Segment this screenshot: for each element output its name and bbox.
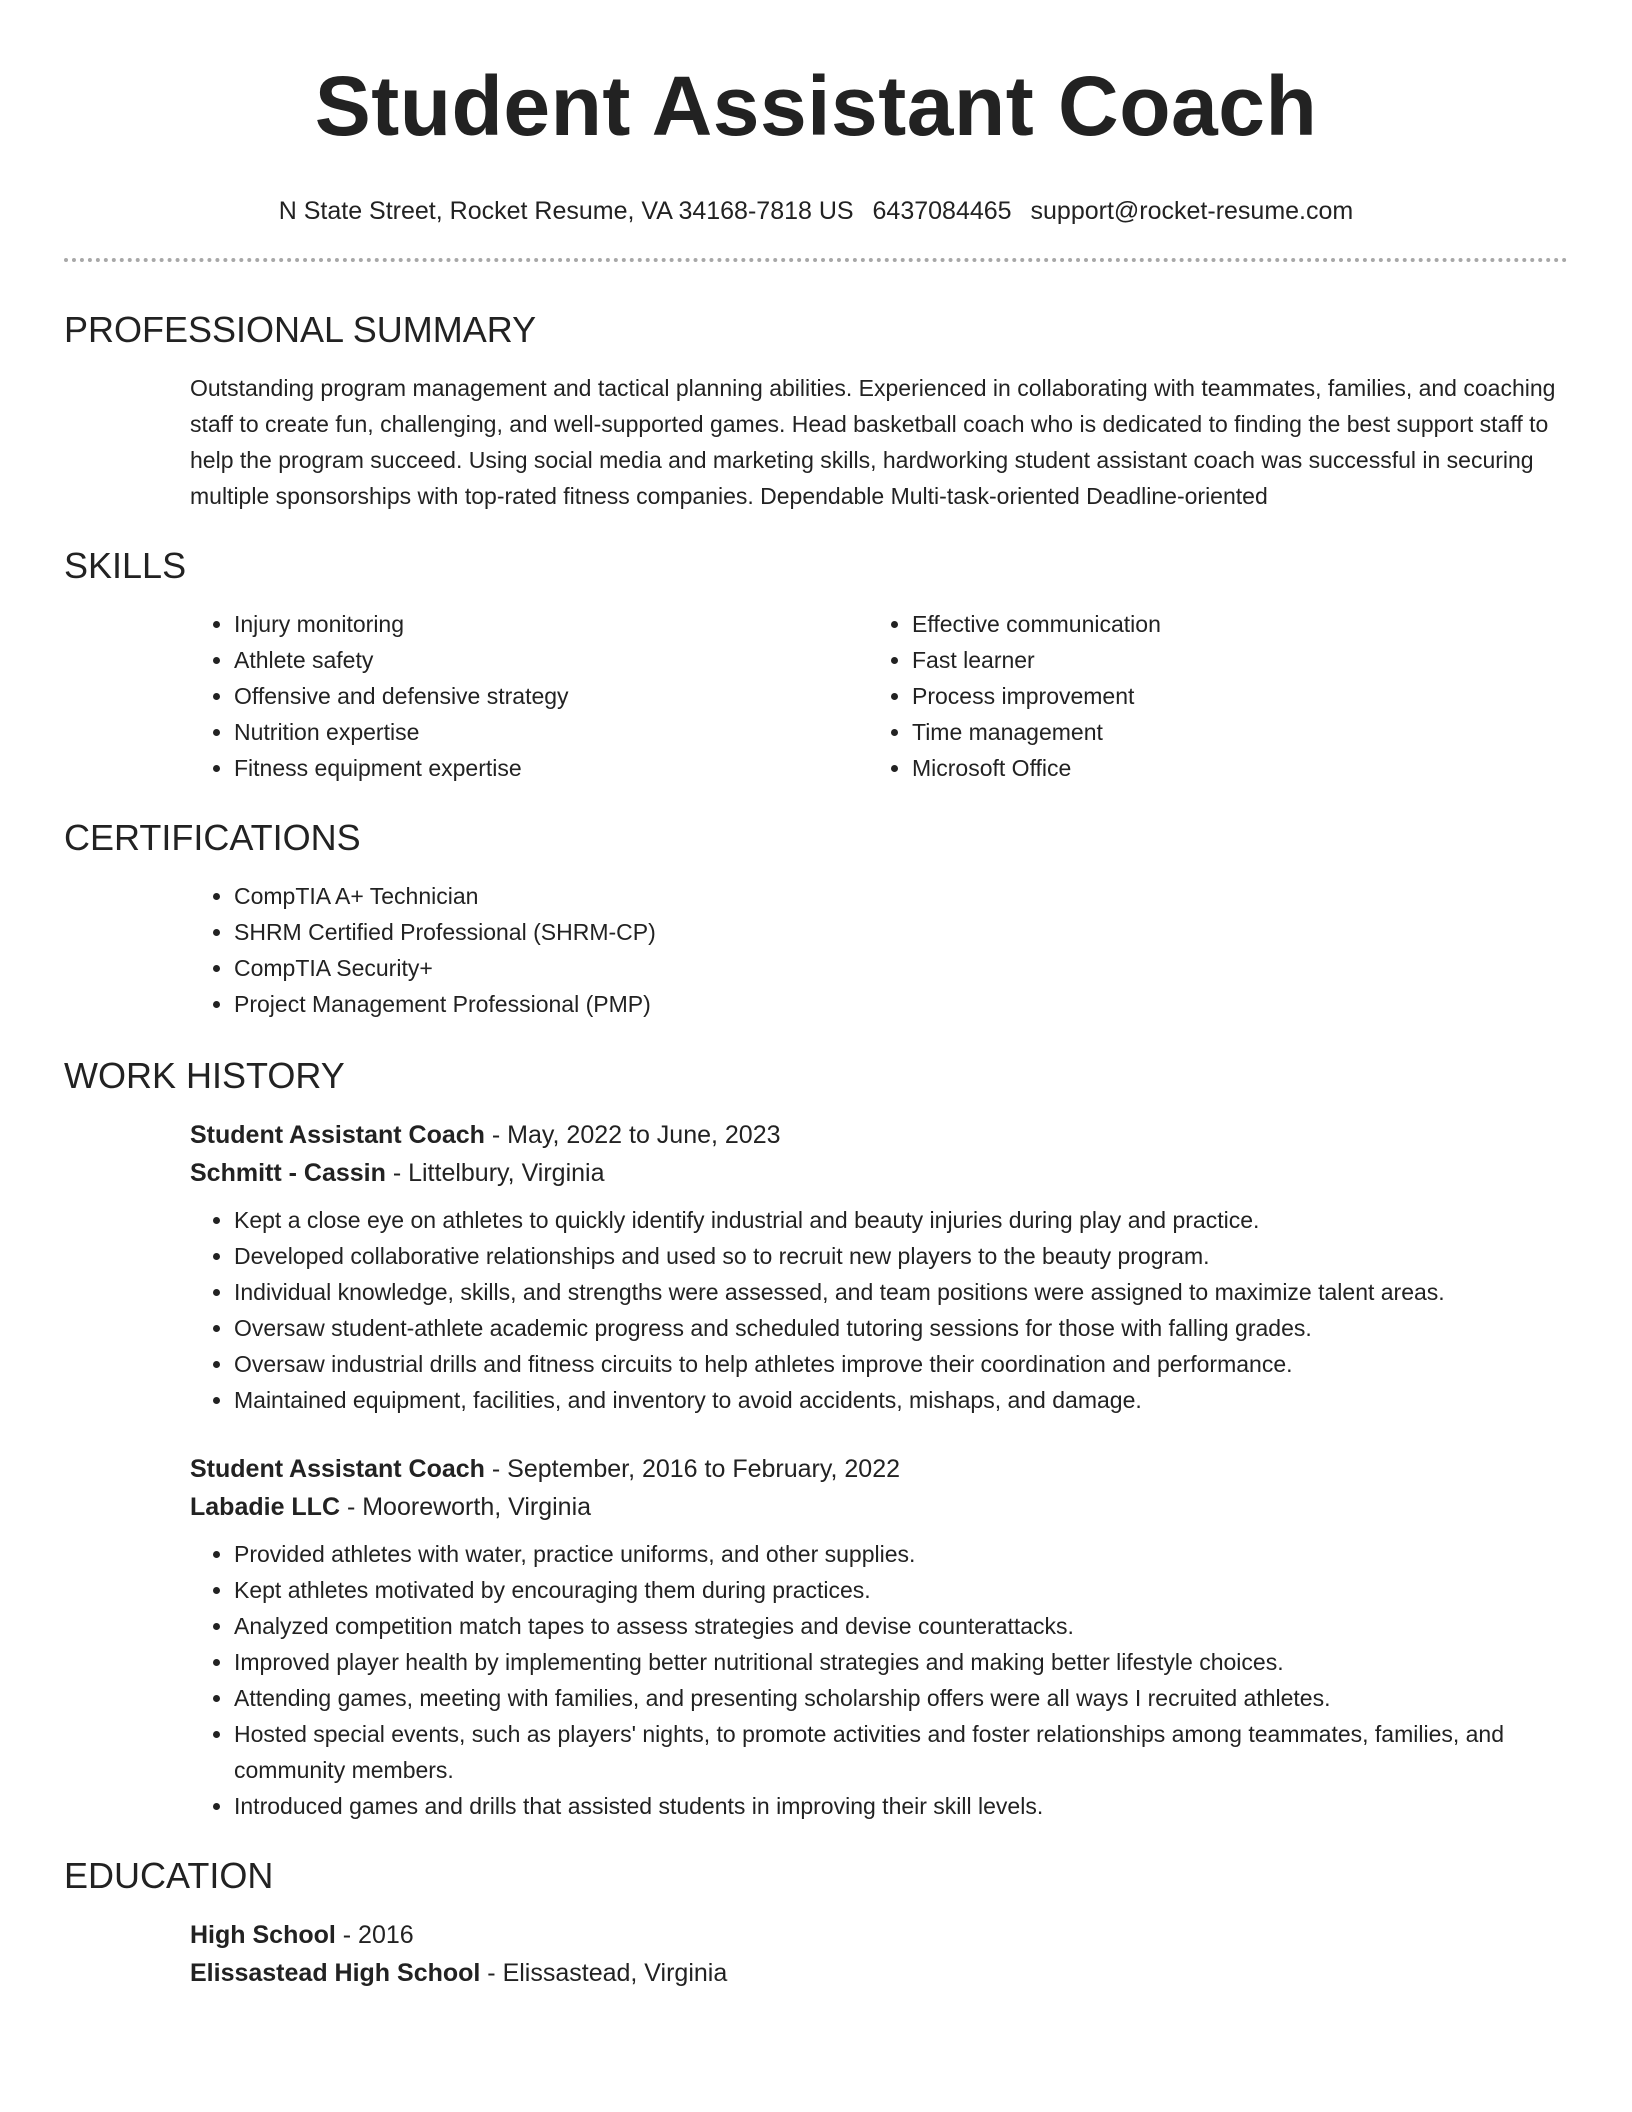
skill-item: • Effective communication	[912, 606, 1546, 642]
work-body	[190, 1116, 1568, 1824]
skill-item: • Time management	[912, 714, 1546, 750]
skills-grid	[190, 606, 1566, 786]
skills-column-right	[868, 606, 1546, 786]
skills-heading: SKILLS	[64, 545, 187, 586]
education-school: Elissastead High School	[190, 1959, 481, 1987]
contact-phone: 6437084465	[872, 197, 1012, 225]
job-bullet: • Hosted special events, such as players' nights, to promote activities and foster relationships among teammates, families, and community members.	[234, 1716, 1568, 1788]
certification-item: • SHRM Certified Professional (SHRM-CP)	[234, 914, 1568, 950]
education-body	[190, 1916, 1568, 1992]
education-heading: EDUCATION	[64, 1855, 274, 1896]
job-entry	[190, 1450, 1568, 1824]
work-heading: WORK HISTORY	[64, 1055, 345, 1096]
education-degree-line	[190, 1916, 1568, 1954]
header-divider	[64, 258, 1568, 262]
education-degree: High School	[190, 1921, 336, 1949]
contact-line	[64, 194, 1568, 228]
skills-list-right	[868, 606, 1546, 786]
skills-body	[190, 606, 1568, 786]
certification-item: • CompTIA Security+	[234, 950, 1568, 986]
job-bullet: • Provided athletes with water, practice uniforms, and other supplies.	[234, 1536, 1568, 1572]
work-section	[64, 1054, 1568, 1824]
candidate-name: Student Assistant Coach	[314, 59, 1318, 153]
contact-address: N State Street, Rocket Resume, VA 34168-7818 US	[278, 197, 854, 225]
certifications-section	[64, 816, 1568, 1022]
education-school-line	[190, 1954, 1568, 1992]
job-title-line	[190, 1450, 1568, 1488]
skill-item: • Microsoft Office	[912, 750, 1546, 786]
skill-item: • Process improvement	[912, 678, 1546, 714]
job-dates: - September, 2016 to February, 2022	[484, 1455, 901, 1483]
education-year: - 2016	[335, 1921, 414, 1949]
job-company-line	[190, 1488, 1568, 1526]
certification-item: • CompTIA A+ Technician	[234, 878, 1568, 914]
job-bullet: • Kept athletes motivated by encouraging them during practices.	[234, 1572, 1568, 1608]
job-dates: - May, 2022 to June, 2023	[484, 1121, 781, 1149]
skill-item: • Fast learner	[912, 642, 1546, 678]
contact-email: support@rocket-resume.com	[1030, 197, 1354, 225]
education-section	[64, 1854, 1568, 1992]
skill-item: • Nutrition expertise	[234, 714, 868, 750]
skill-item: • Offensive and defensive strategy	[234, 678, 868, 714]
job-role: Student Assistant Coach	[190, 1455, 485, 1483]
job-entry	[190, 1116, 1568, 1418]
job-bullet: • Developed collaborative relationships and used so to recruit new players to the beauty program.	[234, 1238, 1568, 1274]
job-bullet: • Oversaw student-athlete academic progress and scheduled tutoring sessions for those with falling grades.	[234, 1310, 1568, 1346]
job-bullet: • Improved player health by implementing better nutritional strategies and making better lifestyle choices.	[234, 1644, 1568, 1680]
certifications-body	[190, 878, 1568, 1022]
job-company-line	[190, 1154, 1568, 1192]
skills-section	[64, 544, 1568, 786]
job-bullets	[190, 1202, 1568, 1418]
skills-column-left	[190, 606, 868, 786]
certifications-heading: CERTIFICATIONS	[64, 817, 361, 858]
job-bullet: • Kept a close eye on athletes to quickly identify industrial and beauty injuries during play and practice.	[234, 1202, 1568, 1238]
job-bullet: • Individual knowledge, skills, and strengths were assessed, and team positions were assigned to maximize talent areas.	[234, 1274, 1568, 1310]
summary-text: Outstanding program management and tactical planning abilities. Experienced in collaborating with teammates, families, and coaching staff to create fun, challenging, and well-supported games. Head basketball coach who is dedicated to finding the best support staff to help the program succeed. Using social media and marketing skills, hardworking student assistant coach was successful in securing multiple sponsorships with top-rated fitness companies. Dependable Multi-task-oriented Deadline-oriented	[190, 375, 1556, 509]
education-location: - Elissastead, Virginia	[480, 1959, 728, 1987]
skills-list-left	[190, 606, 868, 786]
certifications-list	[190, 878, 1568, 1022]
job-company: Schmitt - Cassin	[190, 1159, 386, 1187]
job-bullet: • Maintained equipment, facilities, and inventory to avoid accidents, mishaps, and damage.	[234, 1382, 1568, 1418]
summary-body	[190, 370, 1568, 514]
skill-item: • Injury monitoring	[234, 606, 868, 642]
job-bullet: • Analyzed competition match tapes to assess strategies and devise counterattacks.	[234, 1608, 1568, 1644]
job-bullet: • Oversaw industrial drills and fitness circuits to help athletes improve their coordination and performance.	[234, 1346, 1568, 1382]
summary-heading: PROFESSIONAL SUMMARY	[64, 309, 537, 350]
skill-item: • Athlete safety	[234, 642, 868, 678]
job-company: Labadie LLC	[190, 1493, 341, 1521]
job-location: - Littelbury, Virginia	[385, 1159, 605, 1187]
skill-item: • Fitness equipment expertise	[234, 750, 868, 786]
summary-section	[64, 308, 1568, 514]
certification-item: • Project Management Professional (PMP)	[234, 986, 1568, 1022]
job-role: Student Assistant Coach	[190, 1121, 485, 1149]
job-location: - Mooreworth, Virginia	[340, 1493, 592, 1521]
job-bullet: • Introduced games and drills that assisted students in improving their skill levels.	[234, 1788, 1568, 1824]
job-bullet: • Attending games, meeting with families, and presenting scholarship offers were all ways I recruited athletes.	[234, 1680, 1568, 1716]
job-title-line	[190, 1116, 1568, 1154]
job-bullets	[190, 1536, 1568, 1824]
